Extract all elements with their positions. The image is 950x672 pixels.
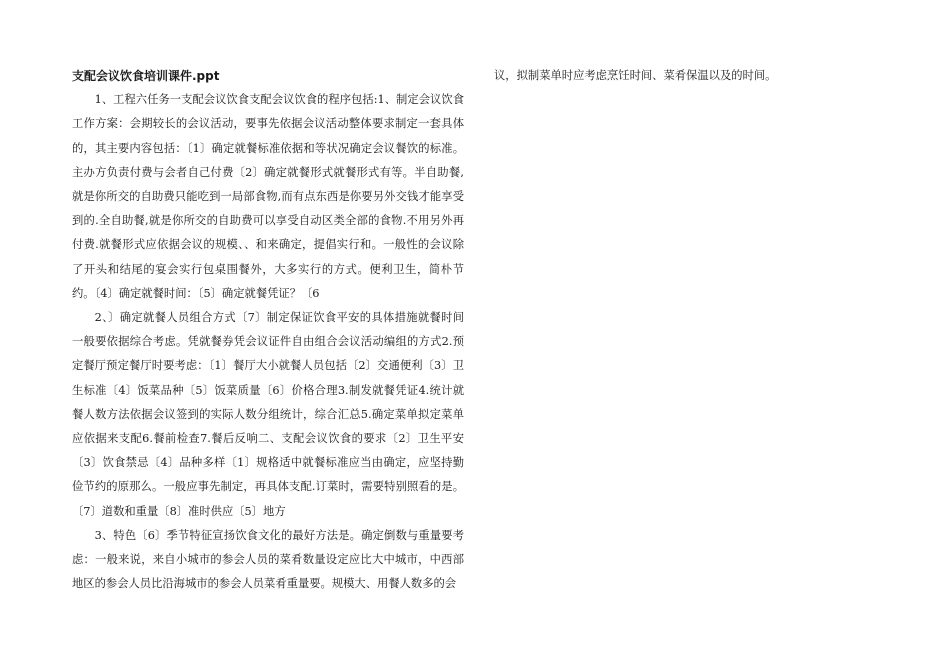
paragraph-3: 3、特色〔6〕季节特征宣扬饮食文化的最好方法是。确定倒数与重量要考虑：一般来说，来自小城市的参会人员的菜肴数量设定应比大中城市，中西部地区的参会人员比沿海城市的参会人员菜肴重量要。规模大、用餐人数多的会 xyxy=(72,528,464,591)
paragraph-1: 1、工程六任务一支配会议饮食支配会议饮食的程序包括:1、制定会议饮食工作方案：会期较长的会议活动，要事先依据会议活动整体要求制定一套具体的，其主要内容包括：〔1〕确定就餐标准依据和等状况确定会议餐饮的标准。主办方负责付费与会者自己付费〔2〕确定就餐形式就餐形式有等。半自助餐,就是你所交的自助费只能吃到一局部食物,而有点东西是你要另外交钱才能享受到的.全自助餐,就是你所交的自助费可以享受自动区类全部的食物.不用另外再付费.就餐形式应依据会议的规模、、和来确定，提倡实行和。一般性的会议除了开头和结尾的宴会实行包桌围餐外，大多实行的方式。便利卫生，简朴节约。〔4〕确定就餐时间：〔5〕确定就餐凭证？〔6 xyxy=(72,93,464,300)
right-column xyxy=(494,64,894,88)
left-column xyxy=(72,64,464,596)
paragraph-2: 2、〕确定就餐人员组合方式〔7〕制定保证饮食平安的具体措施就餐时间一般要依据综合考虑。凭就餐券凭会议证件自由组合会议活动编组的方式2.预定餐厅预定餐厅时要考虑：〔1〕餐厅大小就餐人员包括〔2〕交通便利〔3〕卫生标准〔4〕饭菜品种〔5〕饭菜质量〔6〕价格合理3.制发就餐凭证4.统计就餐人数方法依据会议签到的实际人数分组统计，综合汇总5.确定菜单拟定菜单应依据来支配6.餐前检查7.餐后反响二、支配会议饮食的要求〔2〕卫生平安〔3〕饮食禁忌〔4〕品种多样〔1〕规格适中就餐标准应当由确定，应坚持勤俭节约的原那么。一般应事先制定，再具体支配.订菜时，需要特别照看的是。〔7〕道数和重量〔8〕准时供应〔5〕地方 xyxy=(72,311,464,518)
paragraph-continuation: 议，拟制菜单时应考虑烹饪时间、菜肴保温以及的时间。 xyxy=(494,69,777,82)
document-title: 支配会议饮食培训课件.ppt xyxy=(72,69,220,83)
